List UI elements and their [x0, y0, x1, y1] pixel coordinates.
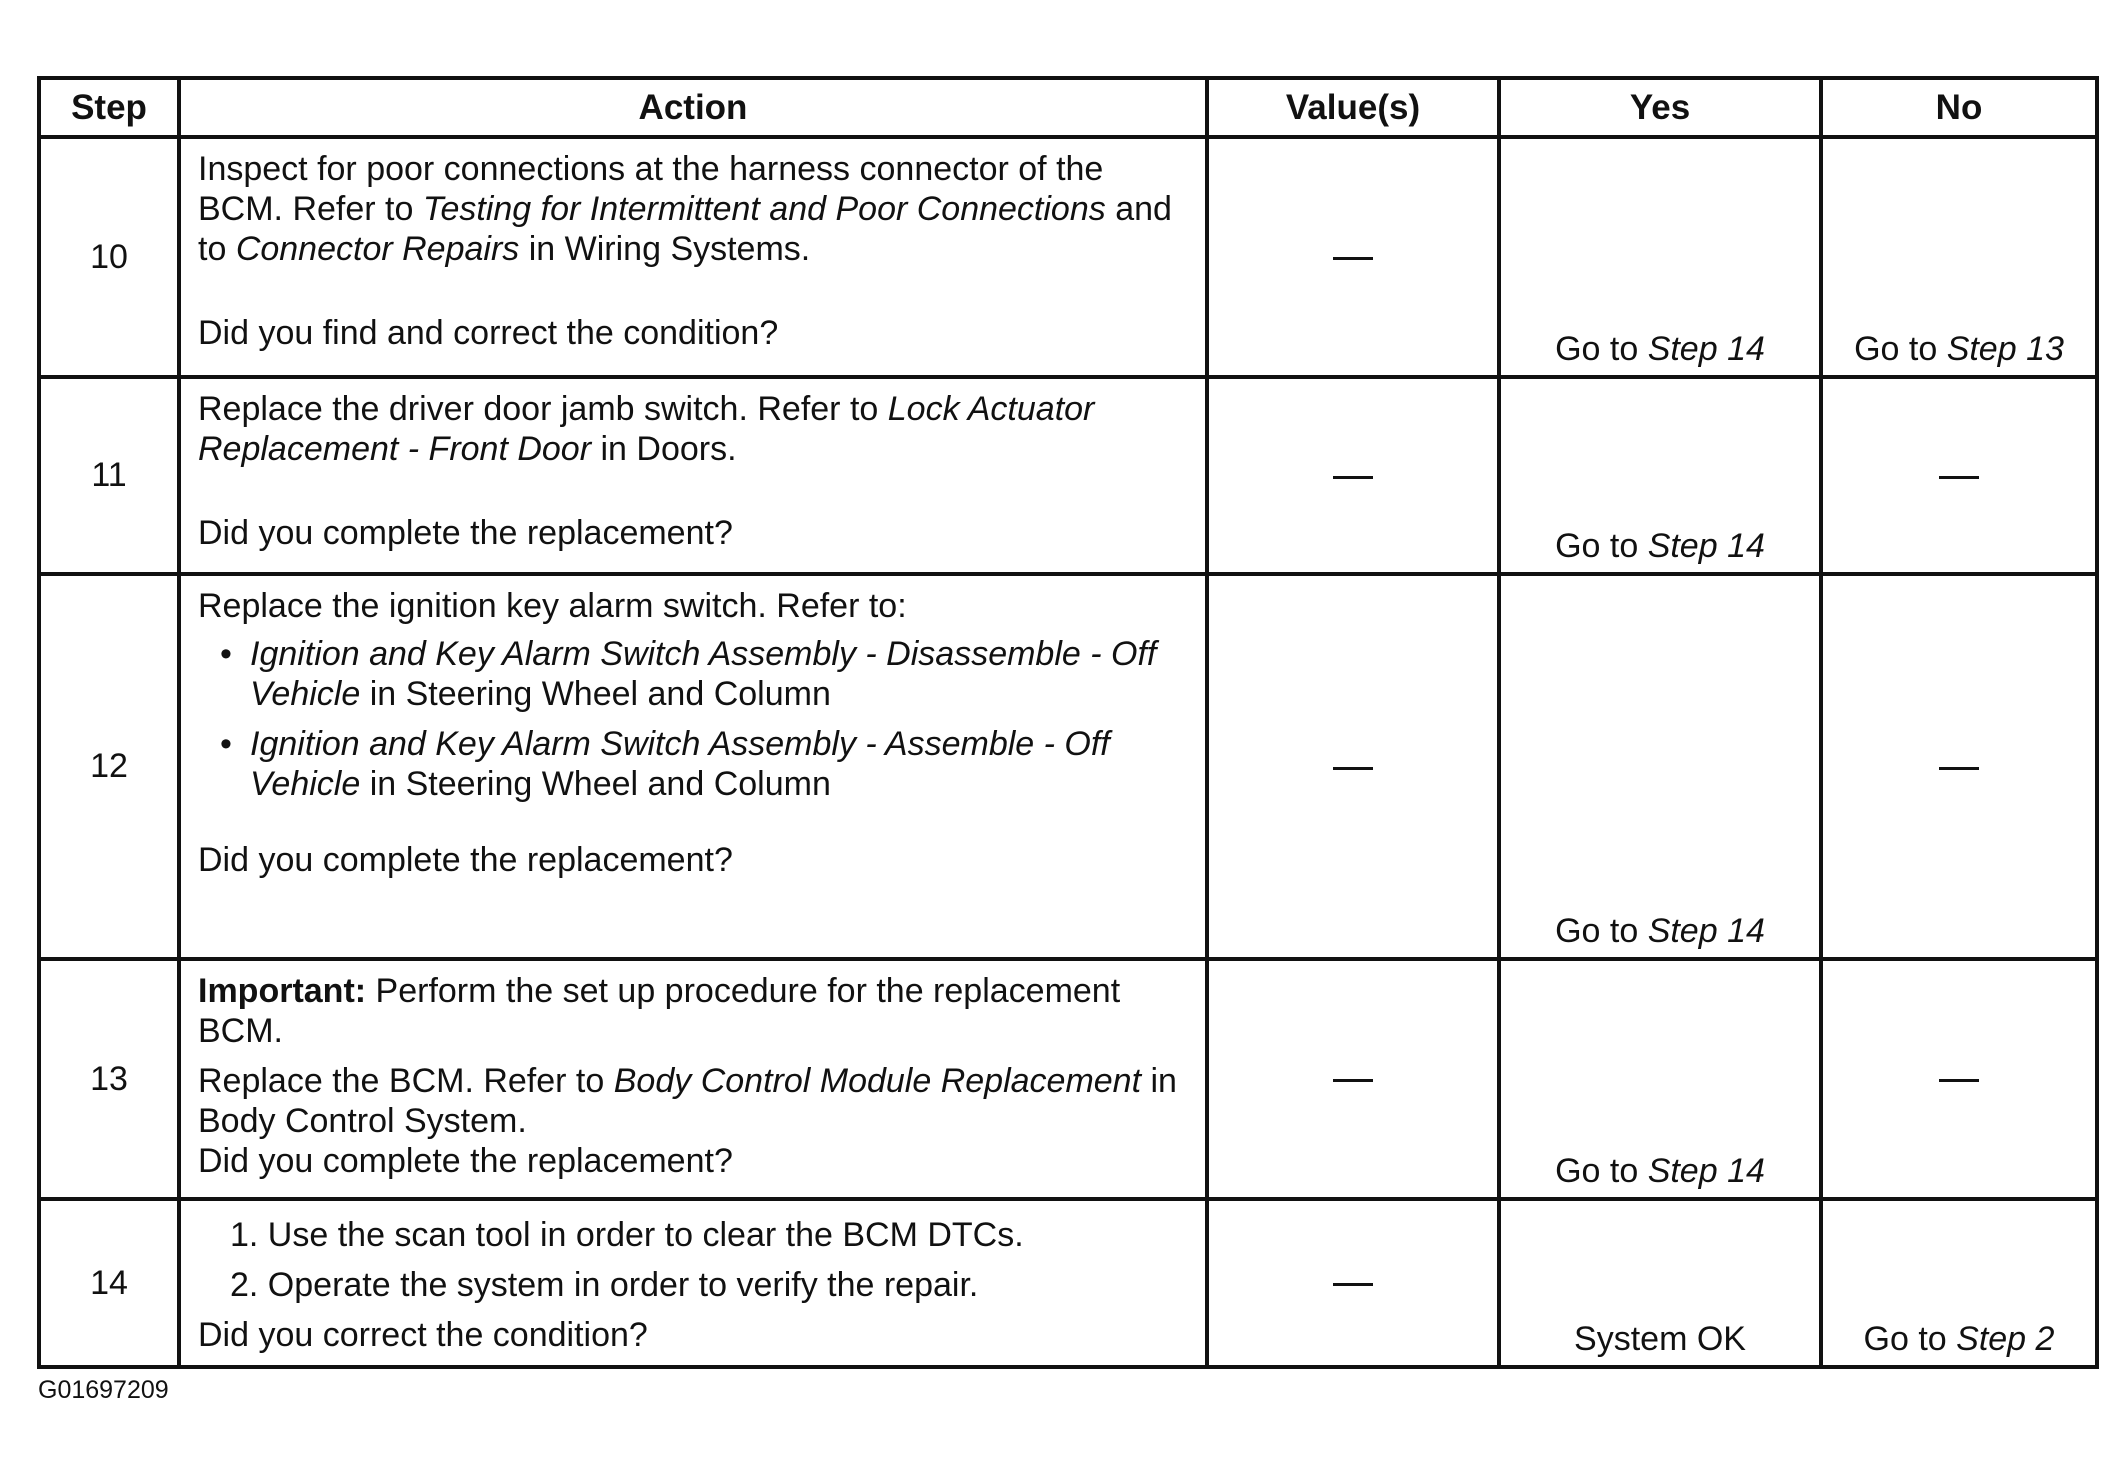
no-dash [1939, 767, 1979, 770]
reference-link[interactable]: Ignition and Key Alarm Switch Assembly - Disassemble - Off Vehicle [250, 635, 1157, 713]
important-label: Important: [198, 972, 367, 1010]
action-question: Did you complete the replacement? [198, 514, 733, 552]
action-text: in Body Control System. [198, 1062, 1177, 1140]
no-cell [1821, 959, 2097, 1199]
action-cell [179, 137, 1207, 377]
yes-cell [1499, 574, 1821, 959]
no-goto[interactable]: Go to Step 2 [1863, 1320, 2055, 1358]
table-header-row [39, 78, 2097, 137]
reference-link[interactable]: Body Control Module Replacement [613, 1062, 1142, 1100]
action-paragraph [198, 149, 1191, 269]
figure-id: G01697209 [38, 1376, 169, 1404]
table-row [39, 959, 2097, 1199]
reference-link[interactable]: Ignition and Key Alarm Switch Assembly - Assemble - Off Vehicle [250, 725, 1110, 803]
table-row [39, 137, 2097, 377]
value-cell [1207, 137, 1499, 377]
yes-cell [1499, 377, 1821, 574]
value-cell [1207, 377, 1499, 574]
action-paragraph [198, 1061, 1191, 1141]
list-item: 1. Use the scan tool in order to clear the BCM DTCs. [230, 1216, 1024, 1254]
step-number: 12 [39, 574, 179, 959]
value-dash [1333, 767, 1373, 770]
list-item: • Ignition and Key Alarm Switch Assembly - Assemble - Off Vehicle in Steering Wheel and Column [250, 724, 1191, 804]
list-item: 2. Operate the system in order to verify the repair. [230, 1266, 979, 1304]
reference-link[interactable]: Testing for Intermittent and Poor Connections [422, 190, 1106, 228]
no-goto[interactable]: Go to Step 13 [1854, 330, 2064, 368]
step-number: 11 [39, 377, 179, 574]
action-question: Did you complete the replacement? [198, 1142, 733, 1180]
yes-goto[interactable]: Go to Step 14 [1555, 330, 1765, 368]
yes-goto[interactable]: Go to Step 14 [1555, 1152, 1765, 1190]
no-cell [1821, 1199, 2097, 1367]
value-dash [1333, 476, 1373, 479]
step-number: 13 [39, 959, 179, 1199]
reference-list [198, 634, 1191, 804]
reference-link[interactable]: Connector Repairs [235, 230, 520, 268]
action-intro: Replace the ignition key alarm switch. Refer to: [198, 587, 907, 625]
yes-goto[interactable]: Go to Step 14 [1555, 527, 1765, 565]
action-cell [179, 1199, 1207, 1367]
action-text: Replace the BCM. Refer to [198, 1062, 614, 1100]
value-cell [1207, 574, 1499, 959]
header-yes: Yes [1499, 78, 1821, 137]
diagnostic-table [37, 76, 2099, 1369]
action-question: Did you complete the replacement? [198, 841, 733, 879]
no-cell [1821, 574, 2097, 959]
action-text: Replace the driver door jamb switch. Refer to [198, 390, 888, 428]
action-text: Inspect for poor connections at the harness connector of the BCM. Refer to [198, 150, 1104, 228]
yes-result: System OK [1574, 1320, 1746, 1358]
value-cell [1207, 959, 1499, 1199]
important-note [198, 971, 1191, 1051]
table-row [39, 377, 2097, 574]
procedure-list [198, 1215, 1191, 1305]
table-row [39, 574, 2097, 959]
no-dash [1939, 476, 1979, 479]
no-cell [1821, 137, 2097, 377]
header-action: Action [179, 78, 1207, 137]
yes-cell [1499, 137, 1821, 377]
yes-cell [1499, 959, 1821, 1199]
action-paragraph [198, 389, 1191, 469]
action-question: Did you correct the condition? [198, 1316, 648, 1354]
list-item: • Ignition and Key Alarm Switch Assembly - Disassemble - Off Vehicle in Steering Wheel and Column [250, 634, 1191, 714]
action-question: Did you find and correct the condition? [198, 314, 779, 352]
value-dash [1333, 257, 1373, 260]
header-step: Step [39, 78, 179, 137]
action-text: in Doors. [591, 430, 737, 468]
step-number: 14 [39, 1199, 179, 1367]
action-cell [179, 574, 1207, 959]
yes-cell [1499, 1199, 1821, 1367]
value-cell [1207, 1199, 1499, 1367]
no-dash [1939, 1079, 1979, 1082]
action-cell [179, 377, 1207, 574]
value-dash [1333, 1079, 1373, 1082]
action-text: in Wiring Systems. [519, 230, 811, 268]
action-text: Perform the set up procedure for the replacement BCM. [198, 972, 1121, 1050]
action-cell [179, 959, 1207, 1199]
header-values: Value(s) [1207, 78, 1499, 137]
yes-goto[interactable]: Go to Step 14 [1555, 912, 1765, 950]
step-number: 10 [39, 137, 179, 377]
value-dash [1333, 1283, 1373, 1286]
table-row [39, 1199, 2097, 1367]
reference-link[interactable]: Lock Actuator Replacement - Front Door [198, 390, 1095, 468]
header-no: No [1821, 78, 2097, 137]
action-text: and to [198, 190, 1172, 268]
no-cell [1821, 377, 2097, 574]
